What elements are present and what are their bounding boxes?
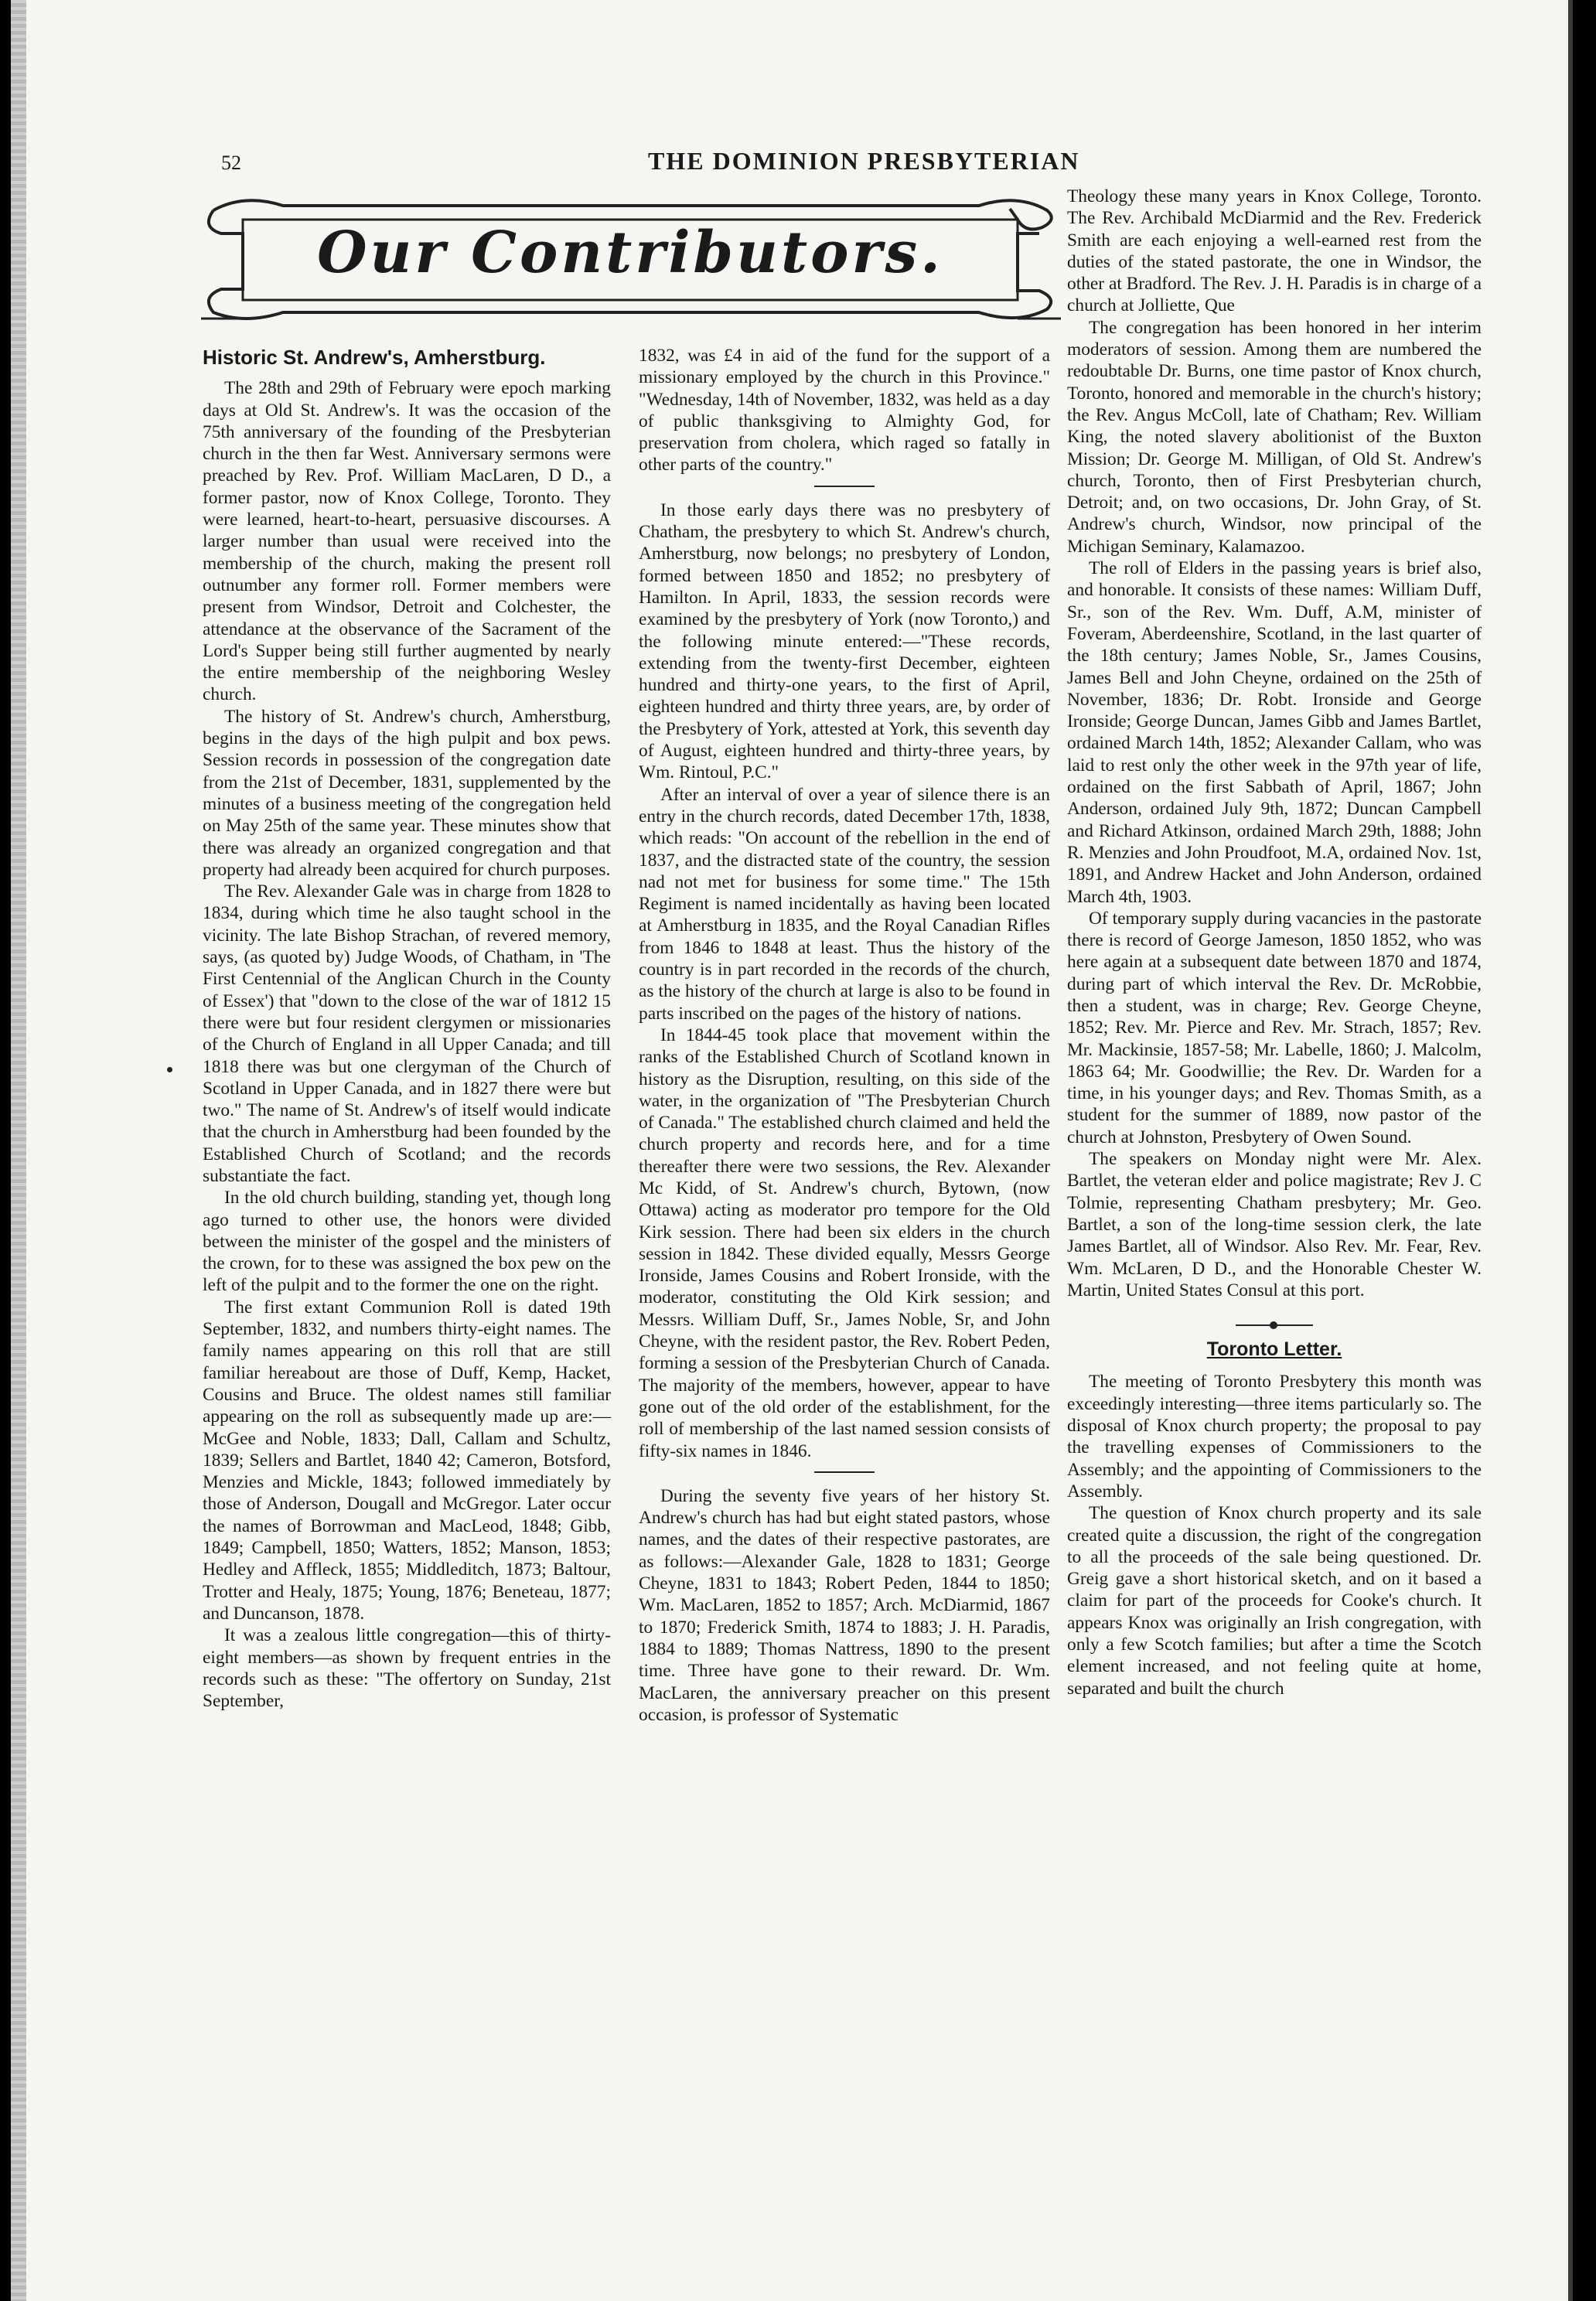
paragraph: The first extant Communion Roll is dated 19th September, 1832, and numbers thirty-eight names. The family names appearing on this roll that are still familiar hereabout are those of Duff, Kemp, Hacket, Cousins and Bruce. The oldest names still familiar appearing on the roll as subsequently made up are:—McGee and Noble, 1833; Dall, Callam and Schultz, 1839; Sellers and Bartlet, 1840 42; Cameron, Botsford, Menzies and Mickle, 1843; followed immediately by those of Anderson, Dougall and McGregor. Later occur the names of Borrowman and MacLeod, 1848; Gibb, 1849; Campbell, 1850; Watters, 1852; Manson, 1853; Hedley and Affleck, 1855; Middleditch, 1873; Baltour, Trotter and Healy, 1875; Young, 1876; Beneteau, 1877; and Duncanson, 1878. [203, 1297, 611, 1624]
article-separator [1236, 1324, 1313, 1326]
scan-left-edge [11, 0, 26, 2301]
paragraph: It was a zealous little congregation—this of thirty-eight members—as shown by frequent entries in the records such as these: "The offertory on Sunday, 21st September, [203, 1625, 611, 1712]
column-2 [639, 345, 1050, 1726]
paragraph: Theology these many years in Knox College, Toronto. The Rev. Archibald McDiarmid and the Rev. Frederick Smith are each enjoying a well-earned rest from the duties of the stated pastorate, the one in Windsor, the other at Bradford. The Rev. J. H. Paradis is in charge of a church at Jolliette, Que [1067, 186, 1482, 316]
margin-mark [167, 1067, 172, 1072]
paragraph: The history of St. Andrew's church, Amherstburg, begins in the days of the high pulpit and box pews. Session records in possession of the congregation date from the 21st of December, 1831, supplemented by the minutes of a business meeting of the congregation held on May 25th of the same year. These minutes show that there was already an organized congregation and that property had already been acquired for church purposes. [203, 706, 611, 880]
column-3 [1067, 186, 1482, 1699]
paragraph: In the old church building, standing yet, though long ago turned to other use, the honors were divided between the minister of the gospel and the ministers of the crown, for to these was assigned the box pew on the left of the pulpit and to the former the one on the right. [203, 1188, 611, 1296]
paragraph: Of temporary supply during vacancies in the pastorate there is record of George Jameson, 1850 1852, who was here again at a subsequent date between 1870 and 1874, during part of which interval the Rev. Dr. McRobbie, then a student, was in charge; Rev. George Cheyne, 1852; Rev. Mr. Pierce and Rev. Mr. Strach, 1857; Rev. Mr. Mackinsie, 1857-58; Mr. Labelle, 1860; J. Malcolm, 1863 64; Mr. Goodwillie; the Rev. Dr. Warden for a time, in his younger days; and Rev. Thomas Smith, as a student for the summer of 1889, now pastor of the church at Johnston, Presbytery of Owen Sound. [1067, 908, 1482, 1147]
section-title: Our Contributors. [317, 220, 943, 286]
paragraph: After an interval of over a year of silence there is an entry in the church records, dated December 17th, 1838, which reads: "On account of the rebellion in the end of 1837, and the distracted state of the country, the session nad not met for business for some time." The 15th Regiment is named incidentally as having been located at Amherstburg in 1835, and the Royal Canadian Rifles from 1846 to 1848 at least. Thus the history of the country is in part recorded in the records of the church, as the history of the church at large is also to be found in parts inscribed on the pages of the history of nations. [639, 784, 1050, 1024]
paragraph: The speakers on Monday night were Mr. Alex. Bartlet, the veteran elder and police magistrate; Rev J. C Tolmie, representing Chatham presbytery; Mr. Geo. Bartlet, a son of the long-time session clerk, the late James Bartlet, all of Windsor. Also Rev. Mr. Fear, Rev. Wm. McLaren, D D., and the Honorable Chester W. Martin, United States Consul at this port. [1067, 1149, 1482, 1300]
paragraph: The Rev. Alexander Gale was in charge from 1828 to 1834, during which time he also taught school in the vicinity. The late Bishop Strachan, of revered memory, says, (as quoted by) Judge Woods, of Chatham, in 'The First Centennial of the Anglican Church in the County of Essex') that "down to the close of the war of 1812 15 there were but four resident clergymen or missionaries of the Church of England in all Upper Canada; and till 1818 there was but one clergyman of the Church of Scotland in Upper Canada, and in 1827 there were but two." The name of St. Andrew's of itself would indicate that the church in Amherstburg had been founded by the Established Church of Scotland; and the records substantiate the fact. [203, 881, 611, 1186]
paragraph: The meeting of Toronto Presbytery this month was exceedingly interesting—three items particularly so. The disposal of Knox church property; the proposal to pay the travelling expenses of Commissioners to the Assembly; and the appointing of Commissioners to the Assembly. [1067, 1372, 1482, 1502]
section-divider [814, 1471, 875, 1473]
paragraph: The congregation has been honored in her interim moderators of session. Among them are numbered the redoubtable Dr. Burns, one time pastor of Knox church, Toronto, honored and memorable in the church's history; the Rev. Angus McColl, late of Chatham; Rev. William King, the noted slavery abolitionist of the Buxton Mission; Dr. George M. Milligan, of Old St. Andrew's church, Toronto, then of First Presbyterian church, Detroit; and, on two occasions, Dr. John Gray, of St. Andrew's church, Windsor, now principal of the Michigan Seminary, Kalamazoo. [1067, 317, 1482, 557]
paragraph: 1832, was £4 in aid of the fund for the support of a missionary employed by the church in this Province." "Wednesday, 14th of November, 1832, was held as a day of public thanksgiving to Almighty God, for preservation from cholera, which raged so fatally in other parts of the country." [639, 346, 1050, 476]
paragraph: The question of Knox church property and its sale created quite a discussion, the right of the congregation to all the proceeds of the sale being questioned. Dr. Greig gave a short historical sketch, and on it based a claim for part of the proceeds for Cooke's church. It appears Knox was originally an Irish congregation, with only a few Scotch families; but after a time the Scotch element increased, and not feeling quite at home, separated and built the church [1067, 1503, 1482, 1699]
scan-right-edge [1568, 0, 1573, 2301]
paragraph: During the seventy five years of her history St. Andrew's church has had but eight stated pastors, whose names, and the dates of their respective pastorates, are as follows:—Alexander Gale, 1828 to 1831; George Cheyne, 1831 to 1843; Robert Peden, 1844 to 1850; Wm. MacLaren, 1852 to 1857; Arch. McDiarmid, 1867 to 1870; Frederick Smith, 1874 to 1883; J. H. Paradis, 1884 to 1889; Thomas Nattress, 1890 to the present time. Three have gone to their reward. Dr. Wm. MacLaren, the anniversary preacher on this present occasion, is professor of Systematic [639, 1485, 1050, 1725]
column-1 [203, 346, 611, 1712]
article-title: Toronto Letter. [1206, 1338, 1342, 1361]
paragraph: In 1844-45 took place that movement within the ranks of the Established Church of Scotland known in history as the Disruption, resulting, on this side of the water, in the organization of "The Presbyterian Church of Canada." The established church claimed and held the church property and records here, and for a time thereafter there were two sessions, the Rev. Alexander Mc Kidd, of St. Andrew's church, Bytown, (now Ottawa) acting as moderator pro tempore for the Old Kirk session. There had been six elders in the church session in 1842. These divided equally, Messrs George Ironside, James Cousins and Robert Ironside, with the moderator, constituting the Old Kirk session; and Messrs. William Duff, Sr., James Noble, Sr, and John Cheyne, with the resident pastor, the Rev. Robert Peden, forming a session of the Presbyterian Church of Canada. The majority of the members, however, appear to have gone out of the old order of the establishment, for the roll of membership of the last named session consists of fifty-six names in 1846. [639, 1024, 1050, 1461]
running-head: THE DOMINION PRESBYTERIAN [648, 147, 1080, 175]
article-title: Historic St. Andrew's, Amherstburg. [203, 346, 546, 369]
paragraph: In those early days there was no presbytery of Chatham, the presbytery to which St. Andrew's church, Amherstburg, now belongs; no presbytery of London, formed between 1850 and 1852; no presbytery of Hamilton. In April, 1833, the session records were examined by the presbytery of York (now Toronto,) and the following minute entered:—"These records, extending from the twenty-first December, eighteen hundred and thirty-one years, to the first of April, eighteen hundred and thirty three years, are, by order of the Presbytery of York, attested at York, this seventh day of August, eighteen hundred and thirty-three years, by Wm. Rintoul, P.C." [639, 499, 1050, 783]
paragraph: The 28th and 29th of February were epoch marking days at Old St. Andrew's. It was the occasion of the 75th anniversary of the founding of the Presbyterian church in the then far West. Anniversary sermons were preached by Rev. Prof. William MacLaren, D D., a former pastor, now of Knox College, Toronto. They were learned, heart-to-heart, persuasive discourses. A larger number than usual were received into the membership of the church, making the present roll outnumber any former roll. Former members were present from Windsor, Detroit and Colchester, the attendance at the observance of the Sacrament of the Lord's Supper being still further augmented by nearly the entire membership of the neighboring Wesley church. [203, 378, 611, 705]
paragraph: The roll of Elders in the passing years is brief also, and honorable. It consists of these names: William Duff, Sr., son of the Rev. Wm. Duff, A.M, minister of Foveram, Aberdeenshire, Scotland, in the last quarter of the 18th century; James Noble, Sr., James Cousins, James Bell and John Cheyne, ordained on the 25th of November, 1836; Dr. Robt. Ironside and George Ironside; George Duncan, James Gibb and James Bartlet, ordained March 14th, 1852; Alexander Callam, who was laid to rest only the other week in the 97th year of life, ordained on the first Sabbath of April, 1867; John Anderson, ordained July 9th, 1872; Duncan Campbell and Richard Atkinson, ordained March 29th, 1888; John R. Menzies and John Proudfoot, M.A, ordained Nov. 1st, 1891, and Andrew Hacket and John Anderson, ordained March 4th, 1903. [1067, 558, 1482, 907]
section-banner [198, 189, 1062, 329]
page-number: 52 [221, 152, 241, 174]
section-divider [814, 486, 875, 487]
